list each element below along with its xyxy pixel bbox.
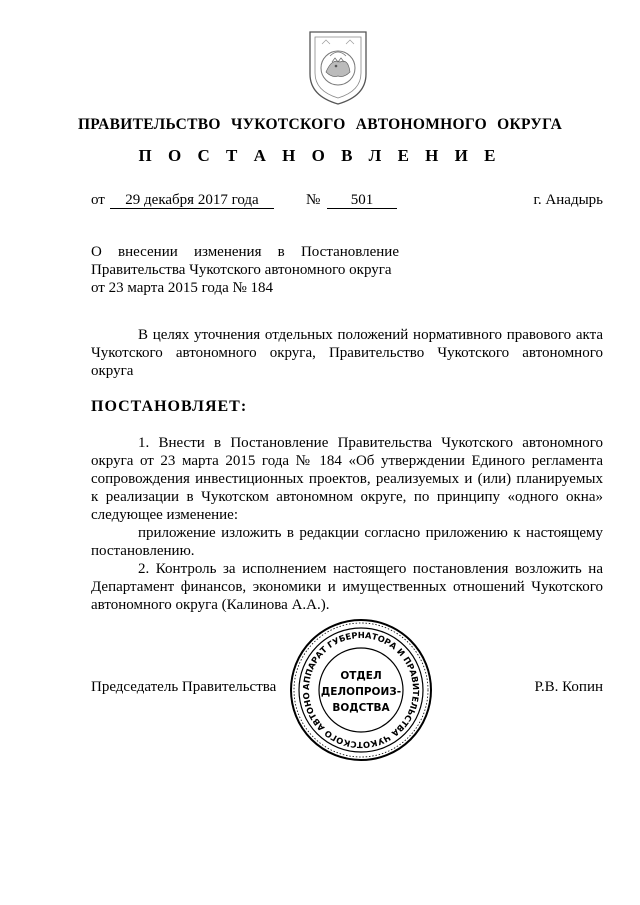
item-2-line: Департамент финансов, экономики и имущественных отношений Чукотского <box>91 579 603 595</box>
preamble <box>91 326 603 380</box>
item-1-line: округа от 23 марта 2015 года № 184 «Об утверждении Единого регламента <box>91 453 603 469</box>
document-number <box>327 191 397 209</box>
signatory-position: Председатель Правительства <box>91 679 277 695</box>
item-1-subpoint <box>91 524 603 560</box>
preamble-line: округа <box>91 363 134 379</box>
from-label: от <box>91 192 105 208</box>
item-2 <box>91 560 603 614</box>
city: г. Анадырь <box>533 192 603 208</box>
item-1-sub-line: приложение изложить в редакции согласно приложению к настоящему <box>138 525 603 541</box>
coat-of-arms-icon <box>302 22 374 108</box>
svg-text:ОТДЕЛ: ОТДЕЛ <box>340 670 382 682</box>
item-1 <box>91 434 603 524</box>
preamble-line: В целях уточнения отдельных положений нормативного правового акта <box>138 327 603 343</box>
document-date-value: 29 декабря 2017 года <box>125 192 259 208</box>
official-seal-icon <box>287 616 435 764</box>
item-1-line: к реализации в Чукотском автономном округе, по принципу «одного окна» <box>91 489 603 505</box>
item-1-line: следующее изменение: <box>91 507 239 523</box>
number-label: № <box>306 192 321 208</box>
item-2-line: 2. Контроль за исполнением настоящего постановления возложить на <box>138 561 603 577</box>
svg-text:АППАРАТ ГУБЕРНАТОРА И ПРАВИТЕЛ <box>287 616 421 750</box>
item-1-line: 1. Внести в Постановление Правительства Чукотского автономного <box>138 435 603 451</box>
item-2-line: автономного округа (Калинова А.А.). <box>91 597 330 613</box>
document-date <box>110 191 274 209</box>
organization-title: ПРАВИТЕЛЬСТВО ЧУКОТСКОГО АВТОНОМНОГО ОКРУГА <box>77 116 563 133</box>
svg-text:ДЕЛОПРОИЗ-: ДЕЛОПРОИЗ- <box>320 686 402 698</box>
subject-line: О внесении изменения в Постановление <box>91 244 399 260</box>
subject-line: от 23 марта 2015 года № 184 <box>91 280 274 296</box>
item-1-line: сопровождения инвестиционных проектов, реализуемых и (или) планируемых <box>91 471 603 487</box>
svg-text:ВОДСТВА: ВОДСТВА <box>332 702 390 714</box>
signatory-name: Р.В. Копин <box>534 679 603 695</box>
document-number-value: 501 <box>350 192 374 208</box>
document-type: П О С Т А Н О В Л Е Н И Е <box>138 146 502 165</box>
document-subject <box>91 243 399 297</box>
subject-line: Правительства Чукотского автономного округа <box>91 262 392 278</box>
decree-heading: ПОСТАНОВЛЯЕТ: <box>91 398 248 415</box>
item-1-sub-line: постановлению. <box>91 543 195 559</box>
preamble-line: Чукотского автономного округа, Правительство Чукотского автономного <box>91 345 603 361</box>
seal-ring-text: АППАРАТ ГУБЕРНАТОРА И ПРАВИТЕЛЬСТВА ЧУКОТСКОГО АВТОНО <box>300 629 422 751</box>
